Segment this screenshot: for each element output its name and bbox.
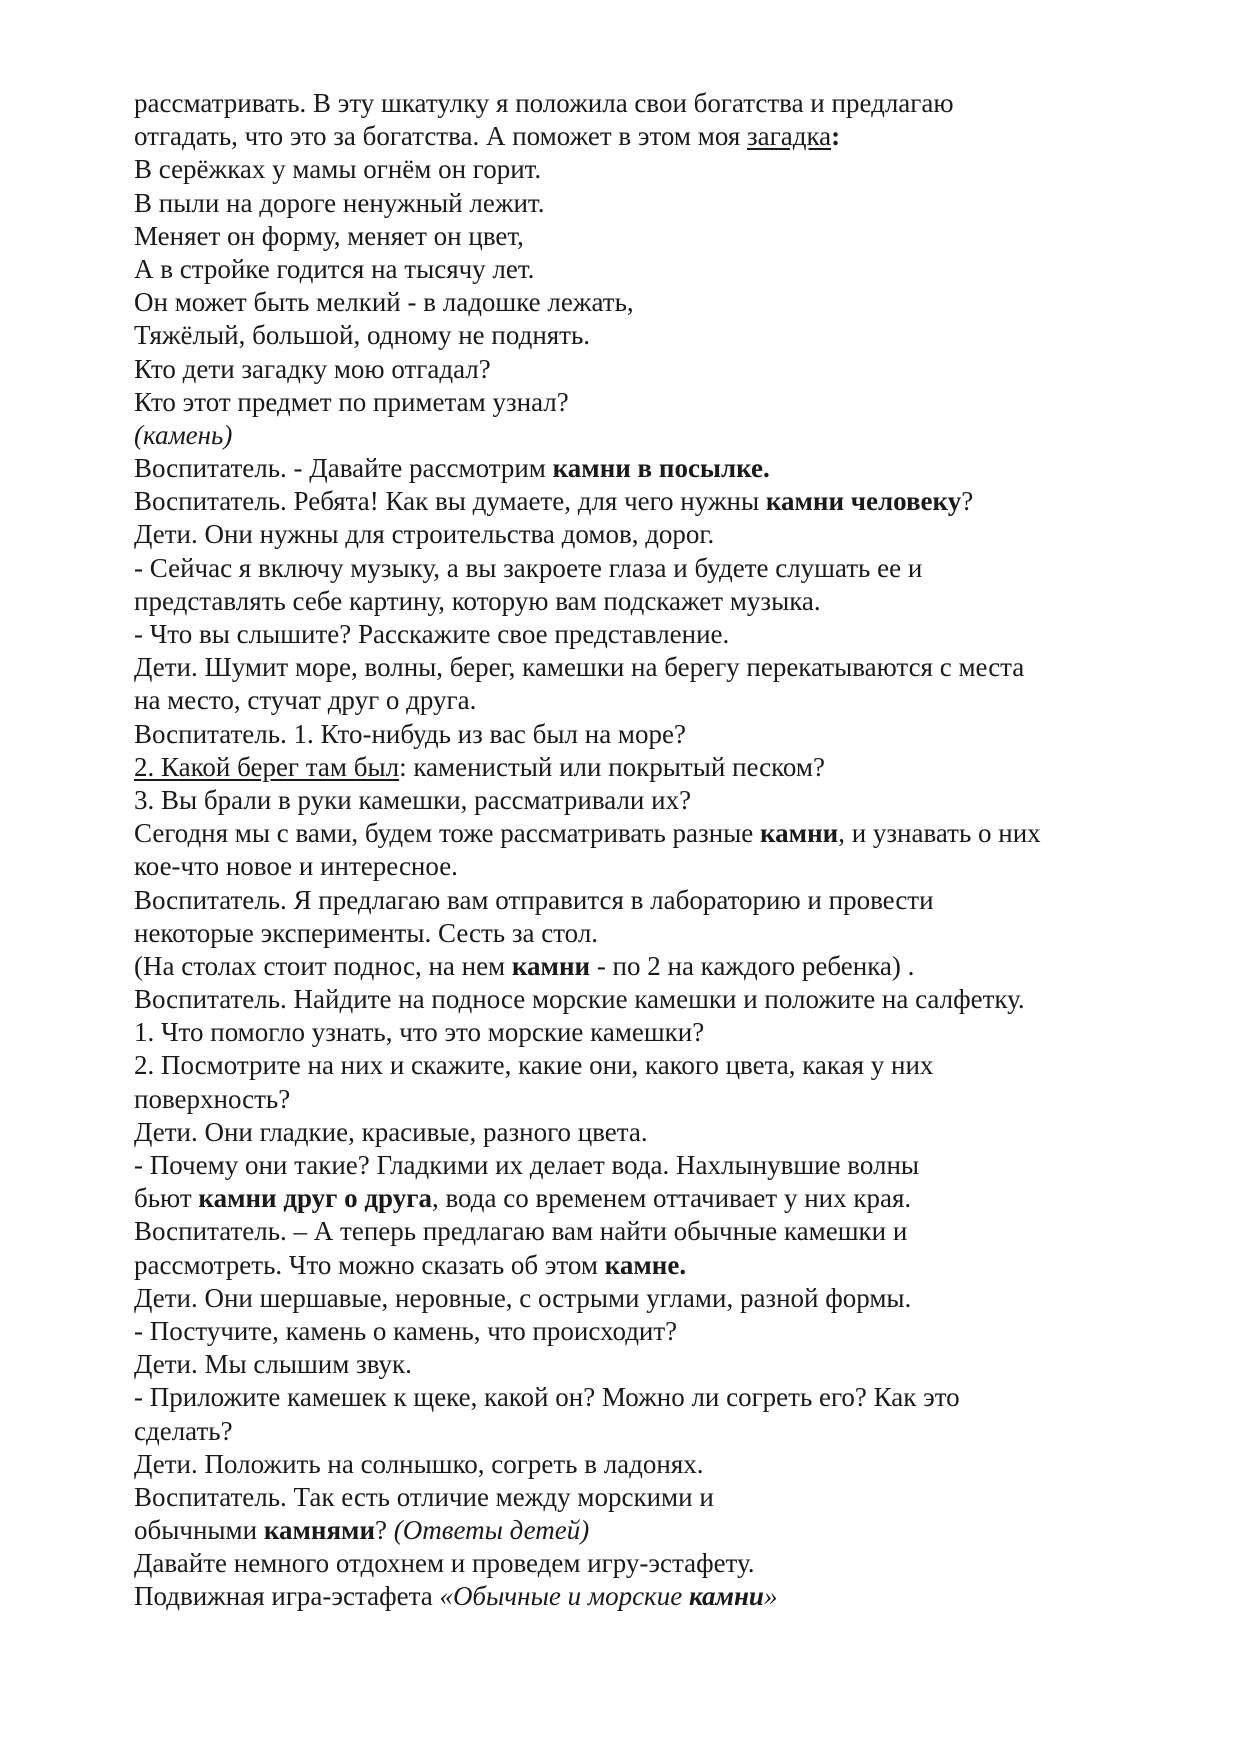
- text-line: [134, 187, 1154, 220]
- text-line: [134, 817, 1154, 850]
- text-run: Сегодня мы с вами, будем тоже рассматривать разные: [134, 818, 761, 849]
- bold-text-run: камни человеку: [765, 486, 962, 517]
- text-run: Тяжёлый, большой, одному не поднять.: [134, 320, 591, 351]
- text-line: [134, 120, 1154, 153]
- text-run: Дети. Шумит море, волны, берег, камешки на берегу перекатываются с места: [134, 652, 1025, 683]
- text-line: [134, 850, 1154, 883]
- text-run: сделать?: [134, 1415, 233, 1446]
- text-line: [134, 950, 1154, 983]
- text-line: [134, 1116, 1154, 1149]
- text-run: 3. Вы брали в руки камешки, рассматривали их?: [134, 784, 692, 815]
- bold-text-run: камни в посылке.: [552, 453, 770, 484]
- text-run: - Приложите камешек к щеке, какой он? Можно ли согреть его? Как это: [134, 1382, 960, 1413]
- text-run: Воспитатель. Найдите на подносе морские камешки и положите на салфетку.: [134, 984, 1025, 1015]
- text-run: Воспитатель. - Давайте рассмотрим: [134, 453, 553, 484]
- text-run: - Постучите, камень о камень, что происходит?: [134, 1315, 678, 1346]
- text-run: рассматривать. В эту шкатулку я положила свои богатства и предлагаю: [134, 88, 954, 118]
- text-line: [134, 353, 1154, 386]
- bold-text-run: камни: [511, 950, 591, 981]
- text-line: [134, 585, 1154, 618]
- text-run: (На столах стоит поднос, на нем: [134, 950, 512, 981]
- text-run: Дети. Мы слышим звук.: [134, 1349, 412, 1380]
- text-line: [134, 784, 1154, 817]
- text-line: [134, 751, 1154, 784]
- text-line: [134, 386, 1154, 419]
- text-run: поверхность?: [134, 1083, 291, 1114]
- text-run: - Что вы слышите? Расскажите свое представление.: [134, 619, 730, 649]
- text-line: [134, 651, 1154, 684]
- text-run: В серёжках у мамы огнём он горит.: [134, 154, 542, 185]
- text-line: [134, 1215, 1154, 1248]
- text-run: - по 2 на каждого ребенка) .: [590, 950, 915, 981]
- text-run: Дети. Они нужны для строительства домов, дорог.: [134, 519, 715, 550]
- text-run: Кто дети загадку мою отгадал?: [134, 353, 491, 384]
- text-run: Воспитатель. Я предлагаю вам отправится в лабораторию и провести: [134, 884, 934, 915]
- text-line: [134, 1182, 1154, 1215]
- bold-text-run: :: [831, 121, 841, 152]
- text-run: Кто этот предмет по приметам узнал?: [134, 386, 569, 417]
- text-line: [134, 1348, 1154, 1381]
- text-line: [134, 1381, 1154, 1414]
- text-run: обычными: [134, 1515, 264, 1546]
- text-line: [134, 1580, 1154, 1613]
- text-line: [134, 917, 1154, 950]
- text-run: , вода со временем оттачивает у них края.: [431, 1183, 912, 1214]
- italic-text-run: (камень): [134, 419, 233, 450]
- text-run: на место, стучат друг о друга.: [134, 685, 477, 716]
- text-run: Воспитатель. Так есть отличие между морскими и: [134, 1481, 714, 1512]
- text-line: [134, 1415, 1154, 1448]
- text-line: [134, 1049, 1154, 1082]
- text-run: Воспитатель. – А теперь предлагаю вам найти обычные камешки и: [134, 1216, 908, 1247]
- bold-text-run: камнями: [263, 1515, 375, 1546]
- text-run: Подвижная игра-эстафета: [134, 1581, 440, 1612]
- text-line: [134, 1282, 1154, 1315]
- text-line: [134, 1514, 1154, 1547]
- bold-text-run: камни друг о друга: [198, 1183, 432, 1214]
- text-line: [134, 1083, 1154, 1116]
- text-run: Меняет он форму, меняет он цвет,: [134, 220, 524, 251]
- text-line: [134, 1448, 1154, 1481]
- text-run: - Почему они такие? Гладкими их делает вода. Нахлынувшие волны: [134, 1150, 920, 1180]
- text-run: ?: [961, 486, 974, 517]
- lesson-text: [134, 87, 1154, 1614]
- text-run: некоторые эксперименты. Сесть за стол.: [134, 917, 599, 948]
- bold-text-run: камне.: [604, 1249, 687, 1280]
- text-run: - Сейчас я включу музыку, а вы закроете глаза и будете слушать ее и: [134, 552, 923, 583]
- text-line: [134, 618, 1154, 651]
- text-line: [134, 485, 1154, 518]
- text-run: Дети. Они гладкие, красивые, разного цвета.: [134, 1116, 648, 1147]
- text-line: [134, 319, 1154, 352]
- text-line: [134, 1016, 1154, 1049]
- text-line: [134, 153, 1154, 186]
- bold-text-run: камни: [760, 818, 839, 849]
- text-run: ?: [375, 1515, 394, 1546]
- text-line: [134, 684, 1154, 717]
- text-run: 2. Посмотрите на них и скажите, какие они, какого цвета, какая у них: [134, 1050, 934, 1081]
- text-line: [134, 552, 1154, 585]
- text-run: , и узнавать о них: [838, 818, 1041, 849]
- text-run: кое-что новое и интересное.: [134, 851, 458, 882]
- text-run: представлять себе картину, которую вам подскажет музыка.: [134, 585, 821, 616]
- text-run: Он может быть мелкий - в ладошке лежать,: [134, 287, 634, 318]
- text-run: Воспитатель. Ребята! Как вы думаете, для чего нужны: [134, 486, 766, 517]
- underlined-text-run: 2. Какой берег там был: [134, 751, 400, 782]
- text-line: [134, 718, 1154, 751]
- text-run: 1. Что помогло узнать, что это морские камешки?: [134, 1017, 705, 1048]
- italic-text-run: камни: [688, 1581, 764, 1612]
- text-run: : каменистый или покрытый песком?: [399, 751, 825, 782]
- text-line: [134, 1481, 1154, 1514]
- text-line: [134, 220, 1154, 253]
- text-line: [134, 286, 1154, 319]
- text-run: бьют: [134, 1183, 199, 1214]
- text-run: Давайте немного отдохнем и проведем игру-эстафету.: [134, 1548, 755, 1579]
- italic-text-run: (Ответы детей): [393, 1515, 590, 1546]
- underlined-text-run: загадка: [747, 121, 832, 152]
- text-line: [134, 1315, 1154, 1348]
- text-run: отгадать, что это за богатства. А поможет в этом моя: [134, 121, 747, 152]
- text-run: Дети. Они шершавые, неровные, с острыми углами, разной формы.: [134, 1282, 912, 1313]
- text-run: Воспитатель. 1. Кто-нибудь из вас был на море?: [134, 718, 686, 749]
- text-run: рассмотреть. Что можно сказать об этом: [134, 1249, 605, 1280]
- text-line: [134, 452, 1154, 485]
- text-line: [134, 1149, 1154, 1182]
- text-line: [134, 983, 1154, 1016]
- text-line: [134, 419, 1154, 452]
- text-line: [134, 87, 1154, 120]
- text-run: В пыли на дороге ненужный лежит.: [134, 187, 545, 218]
- text-line: [134, 518, 1154, 551]
- text-line: [134, 884, 1154, 917]
- text-line: [134, 1547, 1154, 1580]
- text-run: Дети. Положить на солнышко, согреть в ладонях.: [134, 1448, 704, 1479]
- text-run: А в стройке годится на тысячу лет.: [134, 253, 535, 284]
- italic-text-run: »: [763, 1581, 778, 1612]
- text-line: [134, 253, 1154, 286]
- italic-text-run: «Обычные и морские: [439, 1581, 689, 1612]
- text-line: [134, 1249, 1154, 1282]
